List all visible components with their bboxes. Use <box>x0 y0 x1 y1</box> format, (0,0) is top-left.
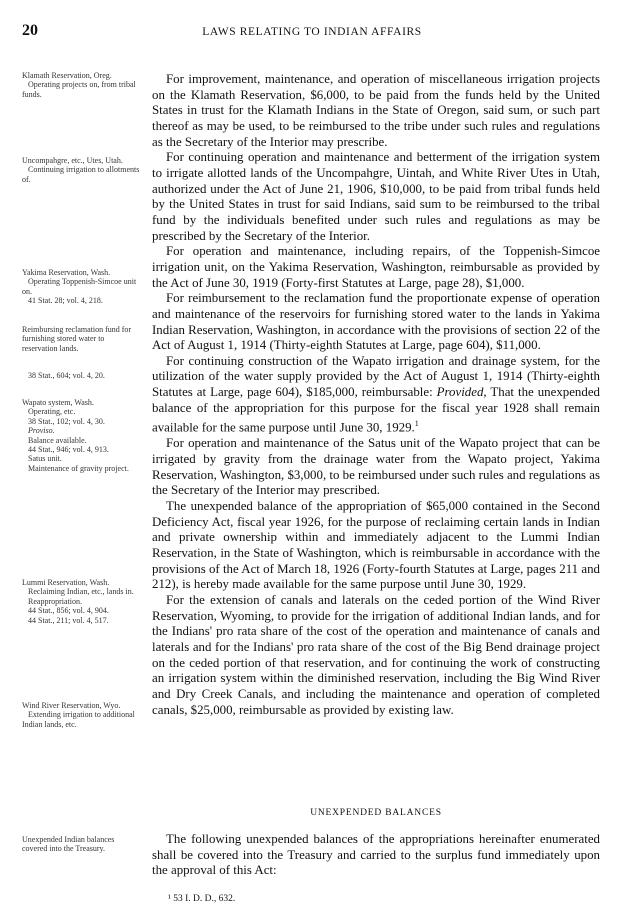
margin-note-utes <box>22 156 140 184</box>
margin-note-line: Satus unit. <box>28 454 62 464</box>
body-text-unexpended <box>152 832 600 879</box>
proviso-text: That the unexpended balance of the appropriation for this purpose for the fiscal year 1928 shall remain available for the same purpose until June 30, 1929. <box>152 385 600 435</box>
margin-note-line: Continuing irrigation to allotments of. <box>22 165 140 184</box>
paragraph-lummi: The unexpended balance of the appropriation of $65,000 contained in the Second Deficiency Act, fiscal year 1926, for the purpose of reclaiming certain lands in Indian and private ownership within and immediately adjacent to the Lummi Indian Reservation, in the State of Washington, which is reimbursable in accordance with the provisions of the Act of March 18, 1926 (Forty-fourth Statutes at Large, pages 211 and 212), is hereby made available for the same purpose until June 30, 1929. <box>152 499 600 592</box>
page-number: 20 <box>22 22 38 39</box>
paragraph-satus: For operation and maintenance of the Satus unit of the Wapato project that can be irrigated by gravity from the drainage water from the Wapato project, Yakima Reservation, Washington, $3,000, to be reimbursed under such rules and regulations as the Secretary of the Interior may prescribed. <box>152 436 601 498</box>
margin-note-stat-604 <box>22 371 140 380</box>
margin-note-line: Reimbursing reclamation fund for furnishing stored water to reservation lands. <box>22 325 132 353</box>
margin-note-line: 38 Stat., 604; vol. 4, 20. <box>28 371 105 380</box>
margin-note-line: Yakima Reservation, Wash. <box>22 268 111 277</box>
margin-note-line: Balance available. <box>28 435 87 445</box>
margin-note-wapato <box>22 398 140 473</box>
margin-note-line: Reappropriation. <box>28 596 82 606</box>
margin-note-line: Operating, etc. <box>28 407 76 417</box>
margin-note-line: Maintenance of gravity project. <box>28 463 129 473</box>
margin-note-line: 44 Stat., 856; vol. 4, 904. <box>28 606 109 616</box>
running-head: LAWS RELATING TO INDIAN AFFAIRS <box>202 26 422 38</box>
margin-note-line: Proviso. <box>28 426 55 436</box>
footnote: ¹ 53 I. D. D., 632. <box>168 894 236 904</box>
paragraph-klamath: For improvement, maintenance, and operation of miscellaneous irrigation projects on the Klamath Reservation, $6,000, to be paid from the funds held by the United States in trust for the Klamath Indians in the State of Oregon, said sum, or such part thereof as may be used, to be reimbursed to the tribe under such rules and regulations as the Secretary of the Interior may prescribe. <box>152 72 600 149</box>
margin-note-line: 44 Stat., 946; vol. 4, 913. <box>28 445 109 455</box>
footnote-mark: 1 <box>414 419 419 429</box>
margin-note-yakima <box>22 268 140 306</box>
margin-note-line: 44 Stat., 211; vol. 4, 517. <box>28 615 109 625</box>
margin-note-line: Operating Toppenish-Simcoe unit on. <box>22 277 137 296</box>
margin-note-wind-river <box>22 701 140 729</box>
paragraph-reclamation: For reimbursement to the reclamation fund the proportionate expense of operation and maintenance of the reservoirs for furnishing stored water to the lands in Yakima Indian Reservation, Washington, in accordance with the provisions of section 22 of the Act of August 1, 1914 (Thirty-eighth Statutes at Large, page 604), $11,000. <box>152 291 600 353</box>
paragraph-wind-river: For the extension of canals and laterals on the ceded portion of the Wind River Reservation, Wyoming, to provide for the irrigation of additional Indian lands, and for the Indians' pro rata share of the cost of the operation and maintenance of canals and laterals and for the Indians' pro rata share of the cost of the Big Bend drainage project on the ceded portion of that reservation, and for continuing the work of constructing an irrigation system within the diminished reservation, including the Big Wind River and Dry Creek Canals, and including the maintenance and operation of completed canals, $25,000, reimbursable as provided by existing law. <box>152 592 600 717</box>
margin-note-line: Wapato system, Wash. <box>22 398 94 407</box>
proviso-word: Provided, <box>436 385 487 400</box>
paragraph-wapato <box>152 354 600 437</box>
margin-note-line: Extending irrigation to additional Indian lands, etc. <box>22 710 135 729</box>
paragraph-unexpended: The following unexpended balances of the appropriations hereinafter enumerated shall be covered into the Treasury and carried to the surplus fund immediately upon the approval of this Act: <box>152 832 600 878</box>
margin-note-line: 41 Stat. 28; vol. 4, 218. <box>28 296 103 306</box>
margin-note-unexpended <box>22 835 140 854</box>
margin-note-line: Uncompahgre, etc., Utes, Utah. <box>22 156 123 165</box>
margin-note-line: 38 Stat., 102; vol. 4, 30. <box>28 416 105 426</box>
margin-note-line: Klamath Reservation, Oreg. <box>22 71 112 80</box>
margin-note-line: Wind River Reservation, Wyo. <box>22 701 121 710</box>
paragraph-toppenish: For operation and maintenance, including repairs, of the Toppenish-Simcoe irrigation unit, on the Yakima Reservation, Washington, reimbursable as provided by the Act of June 30, 1919 (Forty-first Statutes at Large, page 28), $1,000. <box>152 244 600 290</box>
paragraph-utes: For continuing operation and maintenance and betterment of the irrigation system to irrigate allotted lands of the Uncompahgre, Uintah, and White River Utes in Utah, authorized under the Act of June 21, 1906, $10,000, to be paid from tribal funds held by the United States in trust for said Indians, said sum to be reimbursed to the tribal fund by the individuals benefited under such rules and regulations as may be prescribed by the Secretary of the Interior. <box>152 150 600 243</box>
paragraph-wapato-text: For continuing construction of the Wapato irrigation and drainage system, for the utilization of the water supply provided by the Act of August 1, 1914 (Thirty-eighth Statutes at Large, page 604), $185,000, reimbursable: <box>152 353 600 400</box>
margin-note-line: Unexpended Indian balances covered into the Treasury. <box>22 835 115 854</box>
margin-note-reclamation <box>22 325 140 353</box>
section-heading: UNEXPENDED BALANCES <box>310 808 442 818</box>
margin-note-line: Reclaiming Indian, etc., lands in. <box>28 587 134 597</box>
margin-note-klamath <box>22 71 140 99</box>
margin-note-lummi <box>22 578 140 625</box>
margin-note-line: Operating projects on, from tribal funds. <box>22 80 136 99</box>
margin-note-line: Lummi Reservation, Wash. <box>22 578 110 587</box>
body-text <box>152 72 600 718</box>
